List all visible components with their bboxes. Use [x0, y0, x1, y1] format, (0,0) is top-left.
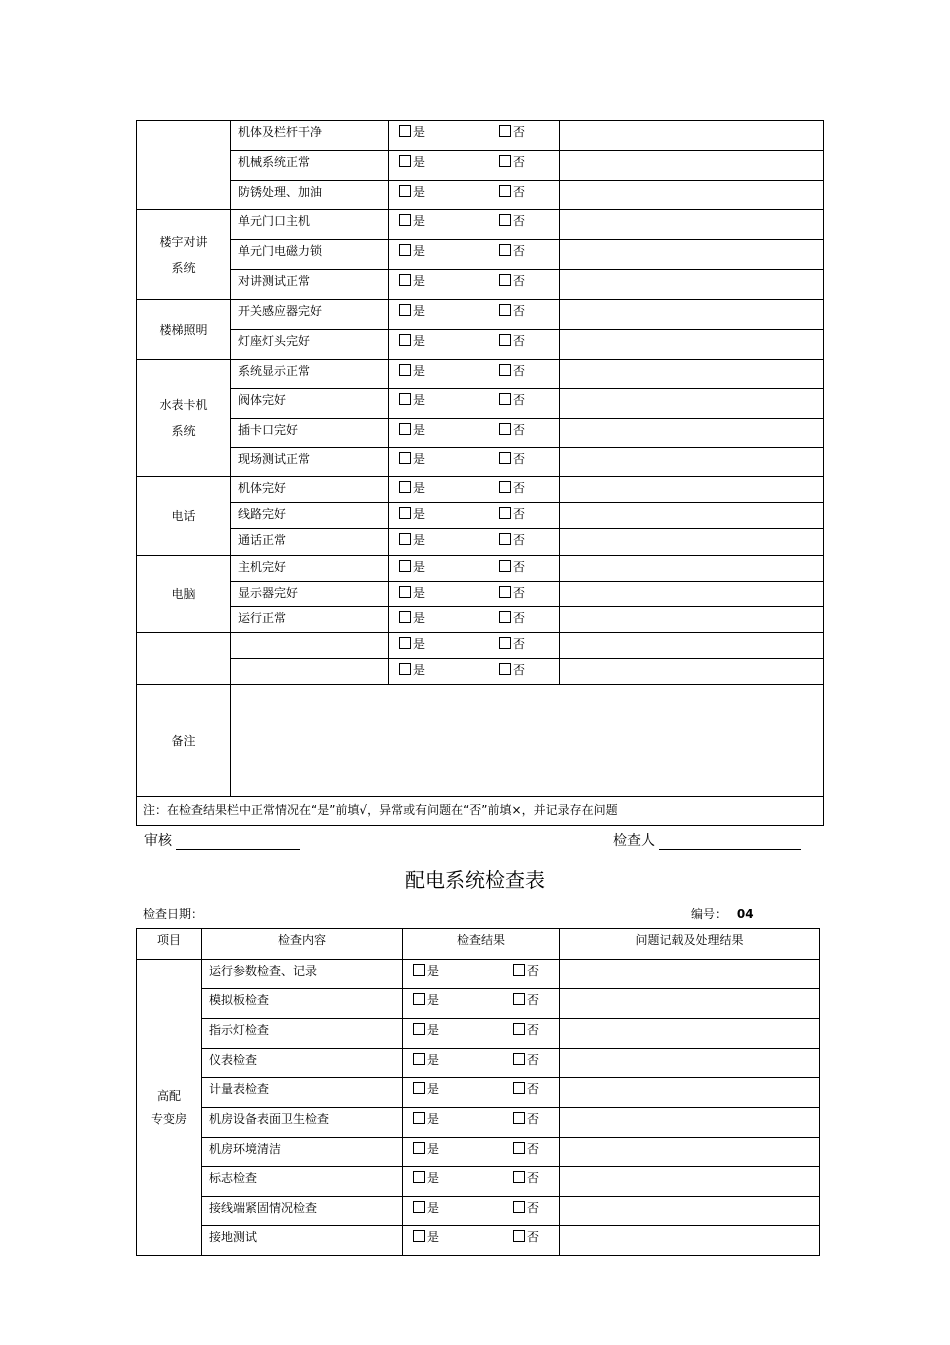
- record-cell[interactable]: [560, 448, 824, 477]
- no-checkbox[interactable]: 否: [499, 153, 525, 170]
- category-cell-computer: 电脑: [137, 556, 231, 633]
- header-result: 检查结果: [403, 929, 560, 960]
- result-cell: [389, 448, 560, 477]
- checkbox-icon: [399, 533, 411, 545]
- category-cell-stair-lighting: 楼梯照明: [137, 300, 231, 360]
- record-cell[interactable]: [560, 389, 824, 419]
- review-signature: [144, 830, 300, 850]
- checkbox-icon: [413, 1053, 425, 1065]
- item-cell: 运行参数检查、记录: [202, 960, 403, 989]
- header-content: 检查内容: [202, 929, 403, 960]
- checkbox-icon: [399, 586, 411, 598]
- record-cell[interactable]: [560, 300, 824, 330]
- checkbox-icon: [399, 155, 411, 167]
- checkbox-icon: [399, 125, 411, 137]
- result-cell: [389, 659, 560, 685]
- checkbox-icon: [413, 1142, 425, 1154]
- record-cell[interactable]: [560, 419, 824, 448]
- no-checkbox[interactable]: 否: [499, 391, 525, 408]
- item-cell: 计量表检查: [202, 1078, 403, 1108]
- yes-checkbox[interactable]: 是: [413, 1051, 439, 1068]
- no-checkbox[interactable]: 否: [513, 991, 539, 1008]
- item-cell: 指示灯检查: [202, 1019, 403, 1049]
- review-label: 审核: [144, 833, 172, 849]
- checkbox-icon: [399, 611, 411, 623]
- item-cell: 灯座灯头完好: [231, 330, 389, 360]
- no-checkbox[interactable]: 否: [499, 505, 525, 522]
- checkbox-icon: [499, 274, 511, 286]
- remarks-label: 备注: [137, 685, 231, 797]
- yes-checkbox[interactable]: 是: [399, 272, 425, 289]
- inspector-signature: [613, 830, 801, 850]
- record-cell[interactable]: [560, 181, 824, 210]
- result-cell: [389, 240, 560, 270]
- inspector-label: 检查人: [613, 833, 655, 849]
- no-checkbox[interactable]: 否: [499, 531, 525, 548]
- item-cell: 对讲测试正常: [231, 270, 389, 300]
- checkbox-icon: [399, 452, 411, 464]
- checkbox-icon: [499, 364, 511, 376]
- record-cell[interactable]: [560, 503, 824, 529]
- checkbox-icon: [513, 1230, 525, 1242]
- checkbox-icon: [499, 452, 511, 464]
- review-signature-line[interactable]: [176, 833, 300, 850]
- no-checkbox[interactable]: 否: [499, 661, 525, 678]
- header-project: 项目: [137, 929, 202, 960]
- no-checkbox[interactable]: 否: [513, 1021, 539, 1038]
- yes-checkbox[interactable]: 是: [399, 584, 425, 601]
- no-checkbox[interactable]: 否: [499, 609, 525, 626]
- result-cell: [389, 300, 560, 330]
- no-checkbox[interactable]: 否: [513, 1228, 539, 1245]
- item-cell: 插卡口完好: [231, 419, 389, 448]
- yes-checkbox[interactable]: 是: [399, 558, 425, 575]
- result-cell: [389, 330, 560, 360]
- checkbox-icon: [499, 560, 511, 572]
- checkbox-icon: [513, 1201, 525, 1213]
- result-cell: [389, 389, 560, 419]
- checkbox-icon: [499, 586, 511, 598]
- serial-number-value: 04: [736, 907, 754, 921]
- checkbox-icon: [513, 1053, 525, 1065]
- inspector-signature-line[interactable]: [659, 833, 801, 850]
- item-cell: 机体完好: [231, 477, 389, 503]
- yes-checkbox[interactable]: 是: [413, 991, 439, 1008]
- checkbox-icon: [499, 423, 511, 435]
- yes-checkbox[interactable]: 是: [413, 1140, 439, 1157]
- record-cell[interactable]: [560, 210, 824, 240]
- checkbox-icon: [399, 274, 411, 286]
- no-checkbox[interactable]: 否: [499, 558, 525, 575]
- checkbox-icon: [513, 1082, 525, 1094]
- item-cell[interactable]: [231, 633, 389, 659]
- record-cell[interactable]: [560, 330, 824, 360]
- yes-checkbox[interactable]: 是: [399, 661, 425, 678]
- yes-checkbox[interactable]: 是: [413, 1169, 439, 1186]
- result-cell: [389, 477, 560, 503]
- result-cell: [389, 556, 560, 582]
- yes-checkbox[interactable]: 是: [399, 609, 425, 626]
- record-cell[interactable]: [560, 1226, 820, 1256]
- yes-checkbox[interactable]: 是: [413, 1110, 439, 1127]
- checkbox-icon: [413, 964, 425, 976]
- checkbox-icon: [499, 334, 511, 346]
- no-checkbox[interactable]: 否: [499, 272, 525, 289]
- checkbox-icon: [499, 214, 511, 226]
- checkbox-icon: [413, 1201, 425, 1213]
- record-cell[interactable]: [560, 1078, 820, 1108]
- result-cell: [389, 529, 560, 556]
- serial-number-label: 编号：: [691, 907, 728, 921]
- no-checkbox[interactable]: 否: [513, 1080, 539, 1097]
- yes-checkbox[interactable]: 是: [399, 391, 425, 408]
- item-cell: 接地测试: [202, 1226, 403, 1256]
- no-checkbox[interactable]: 否: [499, 421, 525, 438]
- item-cell: 线路完好: [231, 503, 389, 529]
- checkbox-icon: [499, 481, 511, 493]
- record-cell[interactable]: [560, 960, 820, 989]
- power-distribution-title: 配电系统检查表: [405, 868, 545, 892]
- item-cell: 防锈处理、加油: [231, 181, 389, 210]
- no-checkbox[interactable]: 否: [513, 1051, 539, 1068]
- checkbox-icon: [499, 611, 511, 623]
- yes-checkbox[interactable]: 是: [399, 302, 425, 319]
- result-cell: [389, 121, 560, 151]
- no-checkbox[interactable]: 否: [499, 242, 525, 259]
- header-record: 问题记载及处理结果: [560, 929, 820, 960]
- item-cell: 主机完好: [231, 556, 389, 582]
- checkbox-icon: [399, 507, 411, 519]
- serial-number: [691, 905, 754, 922]
- checkbox-icon: [399, 244, 411, 256]
- item-cell: 运行正常: [231, 607, 389, 633]
- record-cell[interactable]: [560, 1108, 820, 1138]
- record-cell[interactable]: [560, 1049, 820, 1078]
- yes-checkbox[interactable]: 是: [399, 421, 425, 438]
- checkbox-icon: [399, 423, 411, 435]
- no-checkbox[interactable]: 否: [499, 302, 525, 319]
- checkbox-icon: [499, 244, 511, 256]
- item-cell: 仪表检查: [202, 1049, 403, 1078]
- checkbox-icon: [399, 214, 411, 226]
- checkbox-icon: [399, 334, 411, 346]
- power-distribution-table: [136, 928, 820, 1256]
- yes-checkbox[interactable]: 是: [399, 123, 425, 140]
- record-cell[interactable]: [560, 556, 824, 582]
- checkbox-icon: [399, 185, 411, 197]
- checkbox-icon: [413, 1023, 425, 1035]
- yes-checkbox[interactable]: 是: [399, 362, 425, 379]
- checkbox-icon: [413, 993, 425, 1005]
- no-checkbox[interactable]: 否: [513, 962, 539, 979]
- item-cell: 标志检查: [202, 1167, 403, 1197]
- record-cell[interactable]: [560, 1197, 820, 1226]
- result-cell: [403, 1197, 560, 1226]
- checkbox-icon: [399, 304, 411, 316]
- record-cell[interactable]: [560, 1167, 820, 1197]
- result-cell: [389, 210, 560, 240]
- yes-checkbox[interactable]: 是: [399, 183, 425, 200]
- yes-checkbox[interactable]: 是: [413, 962, 439, 979]
- yes-checkbox[interactable]: 是: [399, 635, 425, 652]
- checkbox-icon: [413, 1171, 425, 1183]
- record-cell[interactable]: [560, 477, 824, 503]
- checkbox-icon: [499, 533, 511, 545]
- record-cell[interactable]: [560, 360, 824, 389]
- result-cell: [403, 960, 560, 989]
- checkbox-icon: [399, 364, 411, 376]
- no-checkbox[interactable]: 否: [513, 1169, 539, 1186]
- item-cell: 单元门口主机: [231, 210, 389, 240]
- yes-checkbox[interactable]: 是: [399, 153, 425, 170]
- item-cell: 阀体完好: [231, 389, 389, 419]
- result-cell: [389, 503, 560, 529]
- item-cell: 机房环境清洁: [202, 1138, 403, 1167]
- checkbox-icon: [499, 507, 511, 519]
- checkbox-icon: [399, 393, 411, 405]
- item-cell: 开关感应器完好: [231, 300, 389, 330]
- inspection-table-1: [136, 120, 824, 826]
- result-cell: [389, 270, 560, 300]
- item-cell[interactable]: [231, 659, 389, 685]
- no-checkbox[interactable]: 否: [499, 123, 525, 140]
- result-cell: [389, 633, 560, 659]
- no-checkbox[interactable]: 否: [499, 212, 525, 229]
- checkbox-icon: [499, 155, 511, 167]
- record-cell[interactable]: [560, 989, 820, 1019]
- yes-checkbox[interactable]: 是: [413, 1021, 439, 1038]
- yes-checkbox[interactable]: 是: [399, 505, 425, 522]
- record-cell[interactable]: [560, 633, 824, 659]
- item-cell: 单元门电磁力锁: [231, 240, 389, 270]
- item-cell: 显示器完好: [231, 582, 389, 607]
- result-cell: [389, 419, 560, 448]
- checkbox-icon: [499, 637, 511, 649]
- checkbox-icon: [399, 637, 411, 649]
- checkbox-icon: [513, 1112, 525, 1124]
- yes-checkbox[interactable]: 是: [399, 212, 425, 229]
- no-checkbox[interactable]: 否: [499, 479, 525, 496]
- no-checkbox[interactable]: 否: [513, 1110, 539, 1127]
- item-cell: 系统显示正常: [231, 360, 389, 389]
- no-checkbox[interactable]: 否: [513, 1199, 539, 1216]
- record-cell[interactable]: [560, 659, 824, 685]
- yes-checkbox[interactable]: 是: [399, 479, 425, 496]
- checkbox-icon: [399, 663, 411, 675]
- no-checkbox[interactable]: 否: [499, 332, 525, 349]
- result-cell: [403, 1167, 560, 1197]
- checkbox-icon: [499, 393, 511, 405]
- remarks-field[interactable]: [231, 685, 824, 797]
- result-cell: [403, 1078, 560, 1108]
- inspection-date-label: 检查日期：: [143, 907, 204, 921]
- checkbox-icon: [413, 1082, 425, 1094]
- record-cell[interactable]: [560, 121, 824, 151]
- result-cell: [403, 1226, 560, 1256]
- category-cell-intercom: 楼宇对讲 系统: [137, 210, 231, 300]
- checkbox-icon: [413, 1112, 425, 1124]
- checkbox-icon: [399, 560, 411, 572]
- checkbox-icon: [513, 1023, 525, 1035]
- item-cell: 通话正常: [231, 529, 389, 556]
- record-cell[interactable]: [560, 529, 824, 556]
- no-checkbox[interactable]: 否: [499, 635, 525, 652]
- checkbox-icon: [413, 1230, 425, 1242]
- yes-checkbox[interactable]: 是: [413, 1080, 439, 1097]
- checkbox-icon: [513, 1171, 525, 1183]
- yes-checkbox[interactable]: 是: [413, 1228, 439, 1245]
- no-checkbox[interactable]: 否: [499, 362, 525, 379]
- result-cell: [389, 360, 560, 389]
- item-cell: 机体及栏杆干净: [231, 121, 389, 151]
- record-cell[interactable]: [560, 270, 824, 300]
- result-cell: [389, 151, 560, 181]
- item-cell: 现场测试正常: [231, 448, 389, 477]
- item-cell: 模拟板检查: [202, 989, 403, 1019]
- item-cell: 机房设备表面卫生检查: [202, 1108, 403, 1138]
- category-cell-substation: 高配 专变房: [137, 960, 202, 1256]
- no-checkbox[interactable]: 否: [499, 584, 525, 601]
- record-cell[interactable]: [560, 151, 824, 181]
- result-cell: [403, 1138, 560, 1167]
- category-cell-blank: [137, 121, 231, 210]
- record-cell[interactable]: [560, 1138, 820, 1167]
- yes-checkbox[interactable]: 是: [399, 531, 425, 548]
- checkbox-icon: [399, 481, 411, 493]
- checkbox-icon: [499, 663, 511, 675]
- record-cell[interactable]: [560, 607, 824, 633]
- checkbox-icon: [513, 964, 525, 976]
- checkbox-icon: [499, 304, 511, 316]
- category-cell-blank: [137, 633, 231, 685]
- record-cell[interactable]: [560, 582, 824, 607]
- checkbox-icon: [499, 185, 511, 197]
- checkbox-icon: [513, 1142, 525, 1154]
- no-checkbox[interactable]: 否: [513, 1140, 539, 1157]
- instruction-note: 注：在检查结果栏中正常情况在“是”前填√，异常或有问题在“否”前填×，并记录存在问题: [137, 797, 824, 826]
- result-cell: [389, 181, 560, 210]
- result-cell: [403, 1019, 560, 1049]
- item-cell: 接线端紧固情况检查: [202, 1197, 403, 1226]
- yes-checkbox[interactable]: 是: [413, 1199, 439, 1216]
- result-cell: [403, 1108, 560, 1138]
- category-cell-phone: 电话: [137, 477, 231, 556]
- no-checkbox[interactable]: 否: [499, 183, 525, 200]
- checkbox-icon: [513, 993, 525, 1005]
- result-cell: [389, 607, 560, 633]
- result-cell: [389, 582, 560, 607]
- yes-checkbox[interactable]: 是: [399, 332, 425, 349]
- no-checkbox[interactable]: 否: [499, 450, 525, 467]
- checkbox-icon: [499, 125, 511, 137]
- yes-checkbox[interactable]: 是: [399, 450, 425, 467]
- record-cell[interactable]: [560, 240, 824, 270]
- yes-checkbox[interactable]: 是: [399, 242, 425, 259]
- record-cell[interactable]: [560, 1019, 820, 1049]
- result-cell: [403, 989, 560, 1019]
- item-cell: 机械系统正常: [231, 151, 389, 181]
- result-cell: [403, 1049, 560, 1078]
- category-cell-water-meter: 水表卡机 系统: [137, 360, 231, 477]
